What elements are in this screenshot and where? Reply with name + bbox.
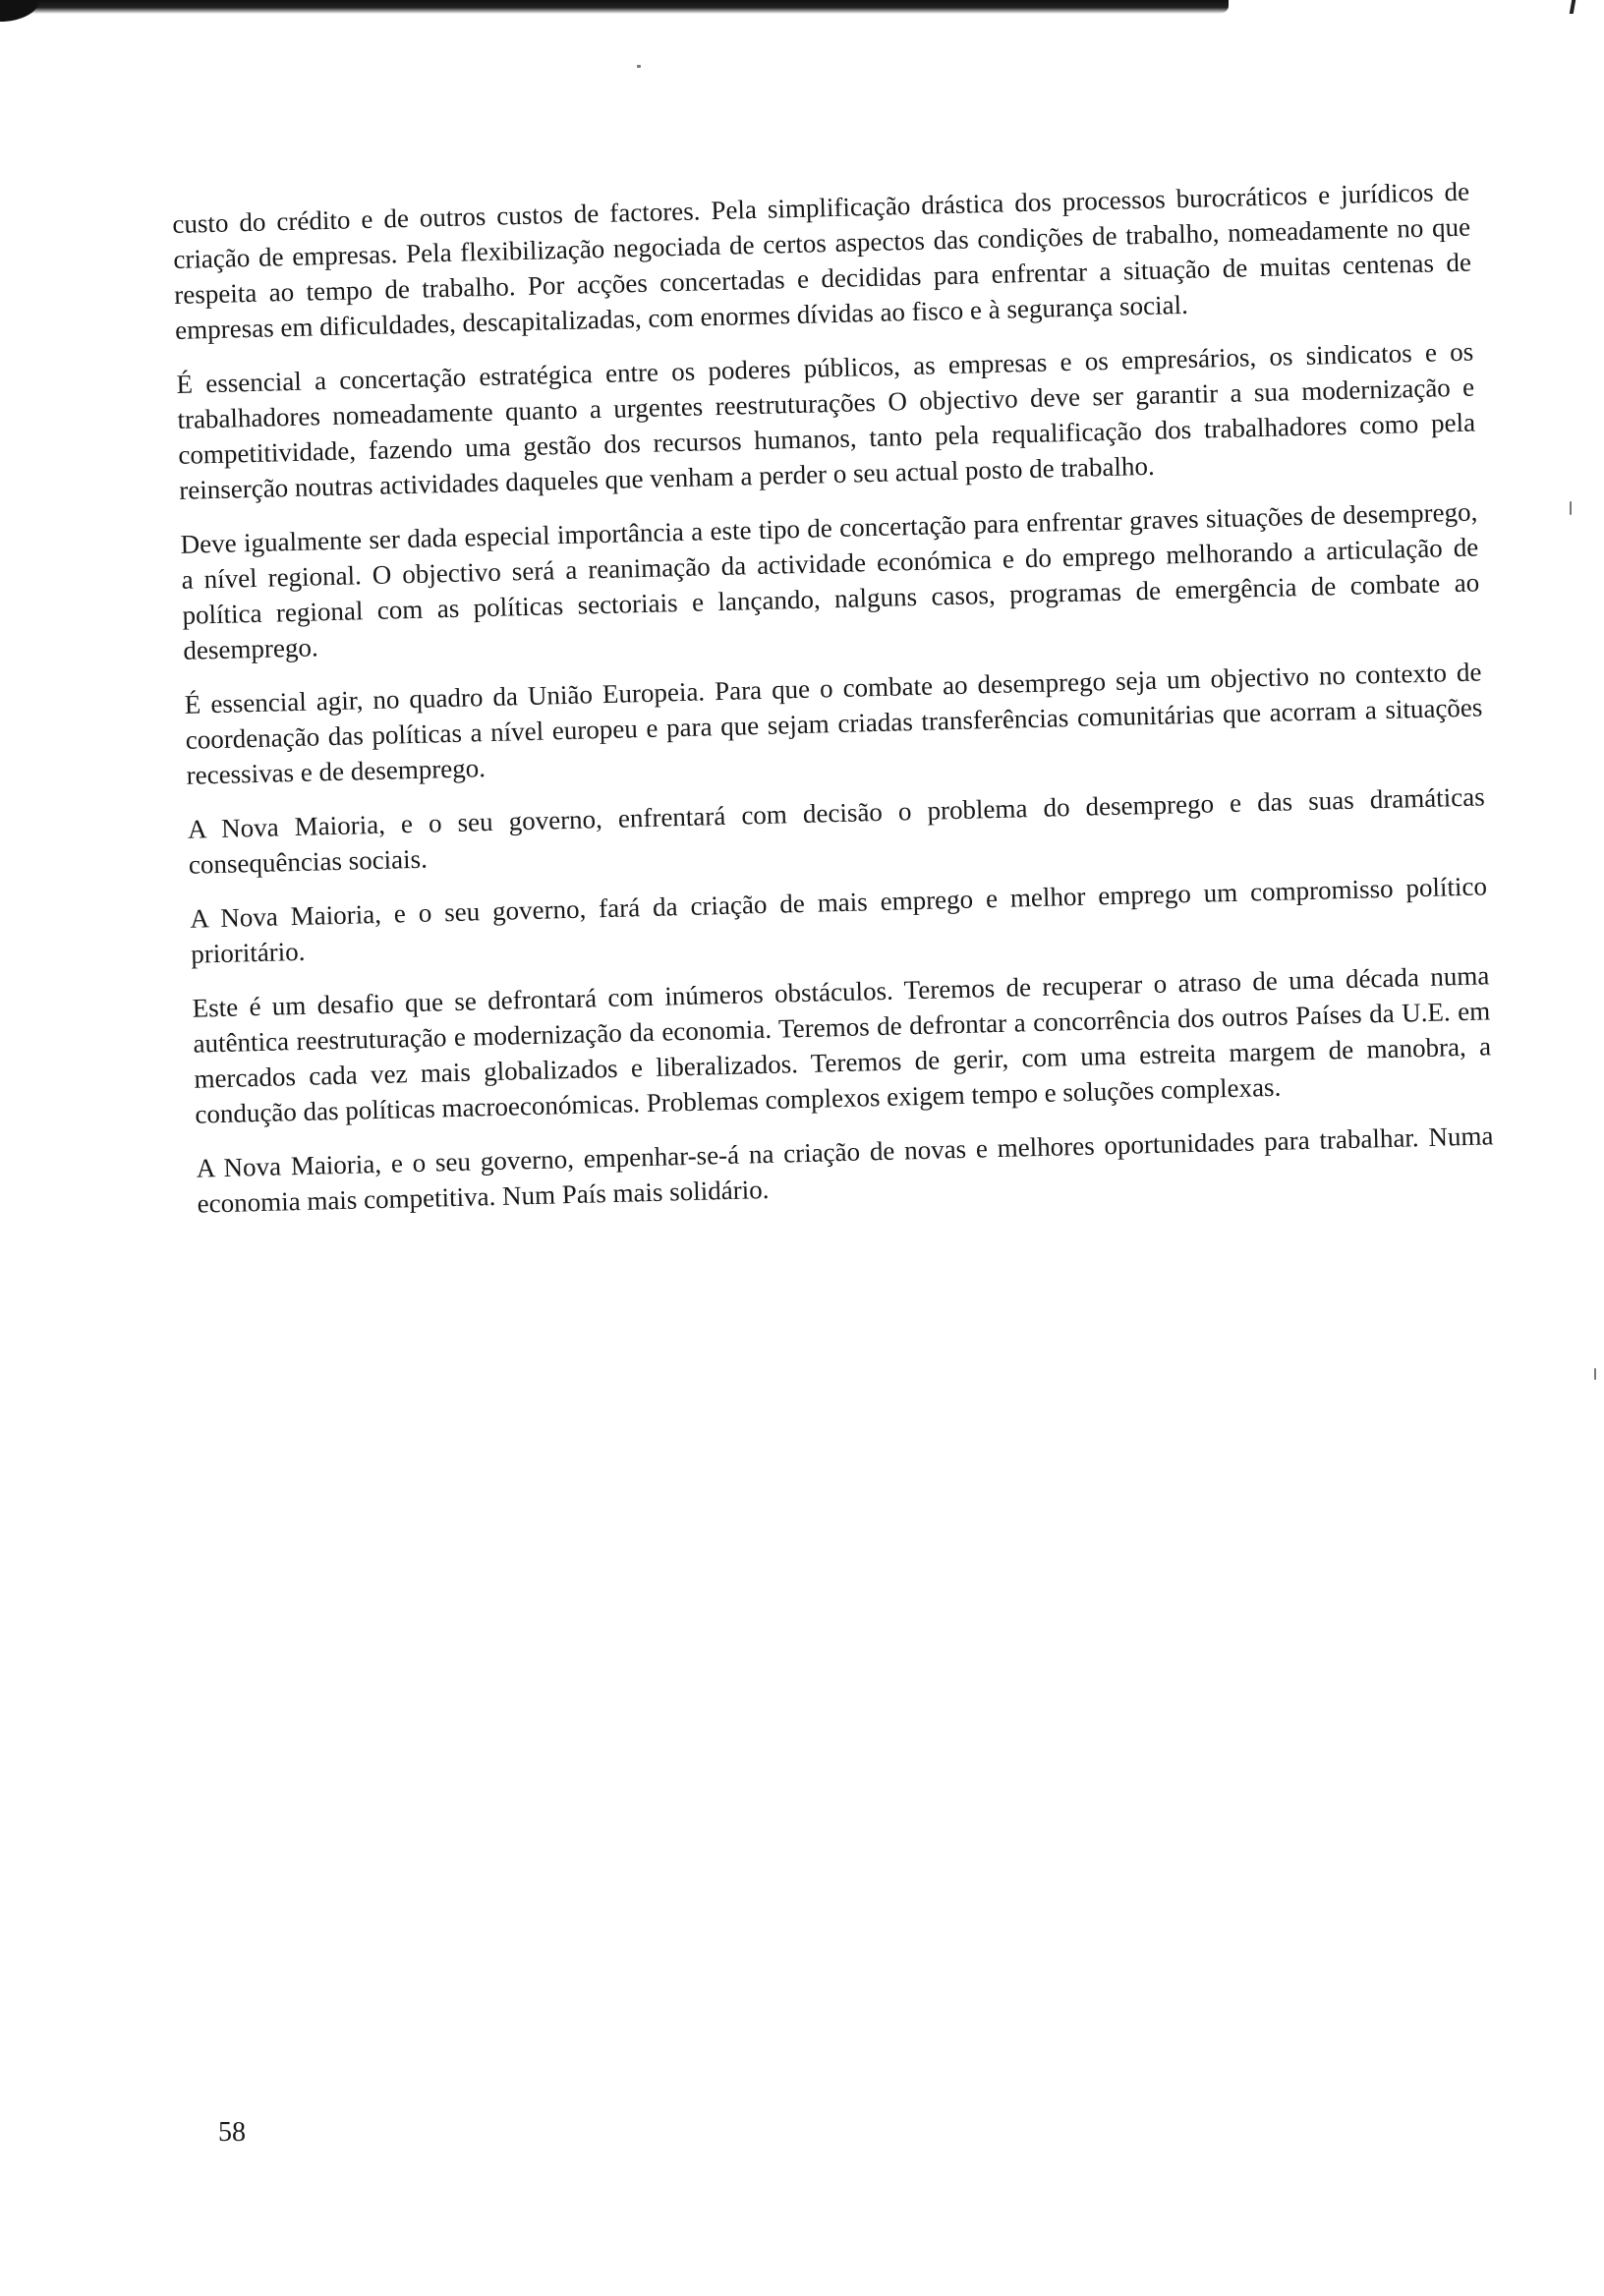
paragraph: Este é um desafio que se defrontará com inúmeros obstáculos. Teremos de recuperar o atraso de uma década numa autêntica reestruturação e modernização da economia. Teremos de defrontar a concorrência dos outros Países da U.E. em mercados cada vez mais globalizados e liberalizados. Teremos de gerir, com uma estreita margem de manobra, a condução das políticas macroeconómicas. Problemas complexos exigem tempo e soluções complexas.: [192, 960, 1492, 1129]
page-number: 58: [218, 2117, 246, 2148]
paragraph: É essencial agir, no quadro da União Europeia. Para que o combate ao desemprego seja um objectivo no contexto de coordenação das políticas a nível europeu e para que sejam criadas transferências comunitárias que acorram a situações recessivas e de desemprego.: [184, 657, 1483, 790]
scan-edge-shadow: [0, 0, 39, 22]
scan-corner-mark: [1570, 0, 1575, 14]
paragraph: Deve igualmente ser dada especial importância a este tipo de concertação para enfrentar graves situações de desemprego, a nível regional. O objectivo será a reanimação da actividade económica e do emprego melhorando a articulação de política regional com as políticas sectoriais e lançando, nalguns casos, programas de emergência de combate ao desemprego.: [180, 496, 1480, 665]
paragraph: A Nova Maioria, e o seu governo, enfrentará com decisão o problema do desemprego e das suas dramáticas consequências sociais.: [187, 781, 1485, 880]
paragraph: A Nova Maioria, e o seu governo, empenhar-se-á na criação de novas e melhores oportunidades para trabalhar. Numa economia mais competitiva. Num País mais solidário.: [196, 1120, 1494, 1219]
scan-speck: [1594, 1368, 1596, 1380]
scan-speck: [637, 65, 641, 68]
paragraph: A Nova Maioria, e o seu governo, fará da criação de mais emprego e melhor emprego um compromisso político prioritário.: [189, 871, 1488, 969]
paragraph: custo do crédito e de outros custos de factores. Pela simplificação drástica dos processos burocráticos e jurídicos de criação de empresas. Pela flexibilização negociada de certos aspectos das condições de trabalho, nomeadamente no que respeita ao tempo de trabalho. Por acções concertadas e decididas para enfrentar a situação de muitas centenas de empresas em dificuldades, descapitalizadas, com enormes dívidas ao fisco e à segurança social.: [172, 176, 1472, 345]
document-body: [172, 174, 1495, 1240]
scan-edge-top: [0, 0, 1229, 14]
scan-speck: [1570, 501, 1572, 515]
paragraph: É essencial a concertação estratégica entre os poderes públicos, as empresas e os empresários, os sindicatos e os trabalhadores nomeadamente quanto a urgentes reestruturações O objectivo deve ser garantir a sua modernização e competitividade, fazendo uma gestão dos recursos humanos, tanto pela requalificação dos trabalhadores como pela reinserção noutras actividades daqueles que venham a perder o seu actual posto de trabalho.: [176, 336, 1476, 505]
